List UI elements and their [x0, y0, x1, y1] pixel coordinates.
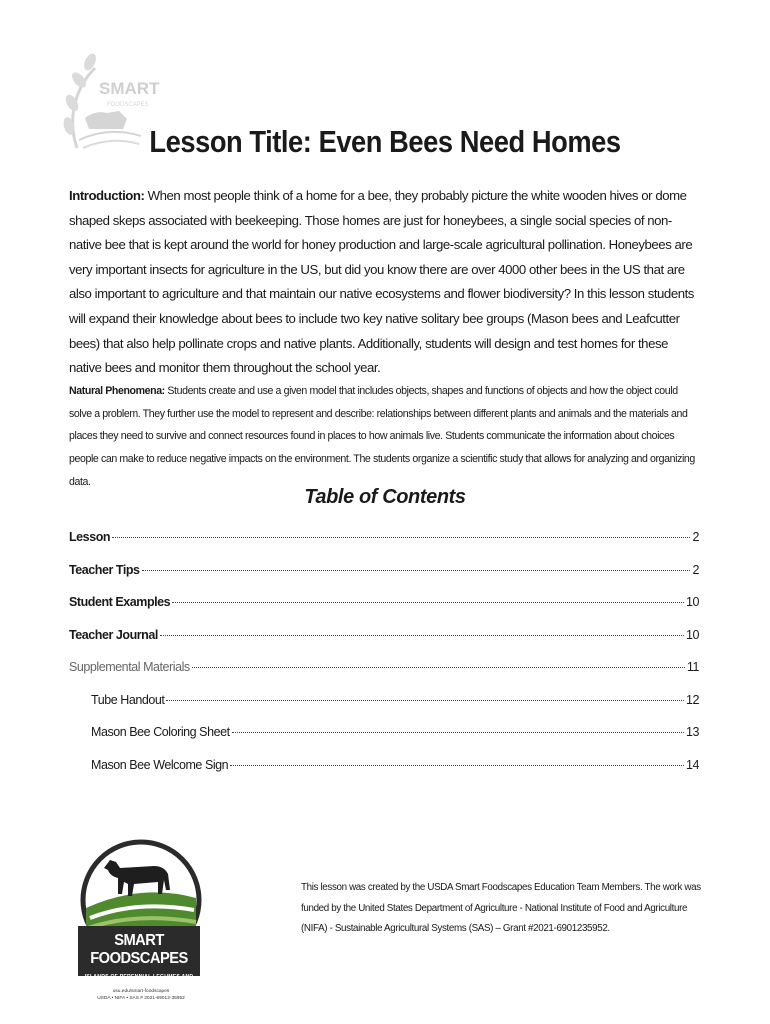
toc-entry-page: 2	[692, 562, 699, 577]
smart-foodscapes-logo	[76, 838, 206, 1016]
natural-phenomena-text: Students create and use a given model that includes objects, shapes and functions of objects and how the object could solve a problem. They further use the model to represent and describe: relationships between different plants and animals and the materials and places they need to survive and connect resources found in places to how animals live. Students communicate the information about choices people can make to reduce negative impacts on the environment. The students organize a scientific study that allows for analyzing and organizing data.	[69, 385, 695, 488]
introduction-label: Introduction:	[69, 188, 145, 203]
natural-phenomena-label: Natural Phenomena:	[69, 385, 165, 397]
toc-entry-label: Teacher Journal	[69, 627, 158, 642]
toc-entry-welcome-sign[interactable]	[69, 758, 699, 791]
toc-entry-page: 2	[692, 530, 699, 544]
table-of-contents	[69, 530, 699, 790]
toc-entry-label: Student Examples	[69, 595, 171, 609]
logo-band	[78, 926, 200, 986]
toc-entry-page: 13	[685, 725, 699, 739]
toc-entry-label: Mason Bee Coloring Sheet	[91, 725, 230, 739]
toc-leader-dots	[142, 570, 691, 571]
toc-leader-dots	[112, 537, 690, 538]
toc-leader-dots	[192, 667, 685, 668]
toc-entry-page: 14	[685, 757, 699, 772]
toc-leader-dots	[230, 765, 684, 766]
natural-phenomena-paragraph	[69, 380, 697, 494]
toc-entry-label: Teacher Tips	[69, 562, 140, 577]
logo-footer-url: usu.edu/smart-foodscapes	[112, 989, 170, 994]
watermark-sub: FOODSCAPES	[107, 102, 149, 108]
logo-footer	[76, 988, 206, 1002]
toc-entry-supplemental-materials[interactable]	[69, 660, 699, 693]
introduction-paragraph	[69, 184, 697, 381]
logo-name: SMART FOODSCAPES	[90, 932, 188, 967]
toc-entry-teacher-tips[interactable]	[69, 563, 699, 596]
toc-leader-dots	[166, 700, 684, 701]
toc-entry-label: Mason Bee Welcome Sign	[91, 757, 229, 772]
logo-emblem-icon	[76, 838, 206, 938]
toc-entry-page: 12	[685, 692, 699, 707]
toc-leader-dots	[172, 602, 684, 603]
toc-entry-tube-handout[interactable]	[69, 693, 699, 726]
toc-leader-dots	[232, 732, 684, 733]
toc-entry-label: Supplemental Materials	[69, 660, 190, 674]
toc-entry-teacher-journal[interactable]	[69, 628, 699, 661]
toc-entry-lesson[interactable]	[69, 530, 699, 563]
toc-entry-page: 11	[686, 660, 699, 674]
toc-entry-label: Lesson	[69, 530, 111, 544]
toc-leader-dots	[160, 635, 684, 636]
credits-paragraph: This lesson was created by the USDA Smart Foodscapes Education Team Members. The work was funded by the United States Department of Agriculture - National Institute of Food and Agriculture (NIFA) - Sustainable Agricultural Systems (SAS) – Grant #2021-6901235952.	[301, 882, 701, 934]
toc-entry-coloring-sheet[interactable]	[69, 725, 699, 758]
watermark-name: SMART	[99, 79, 160, 98]
toc-entry-label: Tube Handout	[91, 692, 165, 707]
page-title: Lesson Title: Even Bees Need Homes	[149, 124, 621, 159]
toc-entry-page: 10	[685, 595, 699, 609]
introduction-text: When most people think of a home for a bee, they probably picture the white wooden hives or dome shaped skeps associated with beekeeping. Those homes are just for honeybees, a single social species of non-native bee that is kept around the world for honey production and large-scale agricultural pollination. Honeybees are very important insects for agriculture in the US, but did you know there are over 4000 other bees in the US that are also important to agriculture and that maintain our native ecosystems and flower biodiversity? In this lesson students will expand their knowledge about bees to include two key native solitary bee groups (Mason bees and Leafcutter bees) that also help pollinate crops and native plants. Additionally, students will design and test homes for these native bees and monitor them throughout the school year.	[69, 188, 694, 376]
toc-entry-student-examples[interactable]	[69, 595, 699, 628]
toc-heading: Table of Contents	[304, 486, 466, 508]
logo-tagline: ISLANDS OF PERENNIAL LEGUMES AND FORBS	[84, 974, 194, 986]
toc-entry-page: 10	[685, 627, 699, 642]
logo-footer-grant: USDA • NIFA • SAS # 2021-69012-35952	[97, 996, 185, 1001]
